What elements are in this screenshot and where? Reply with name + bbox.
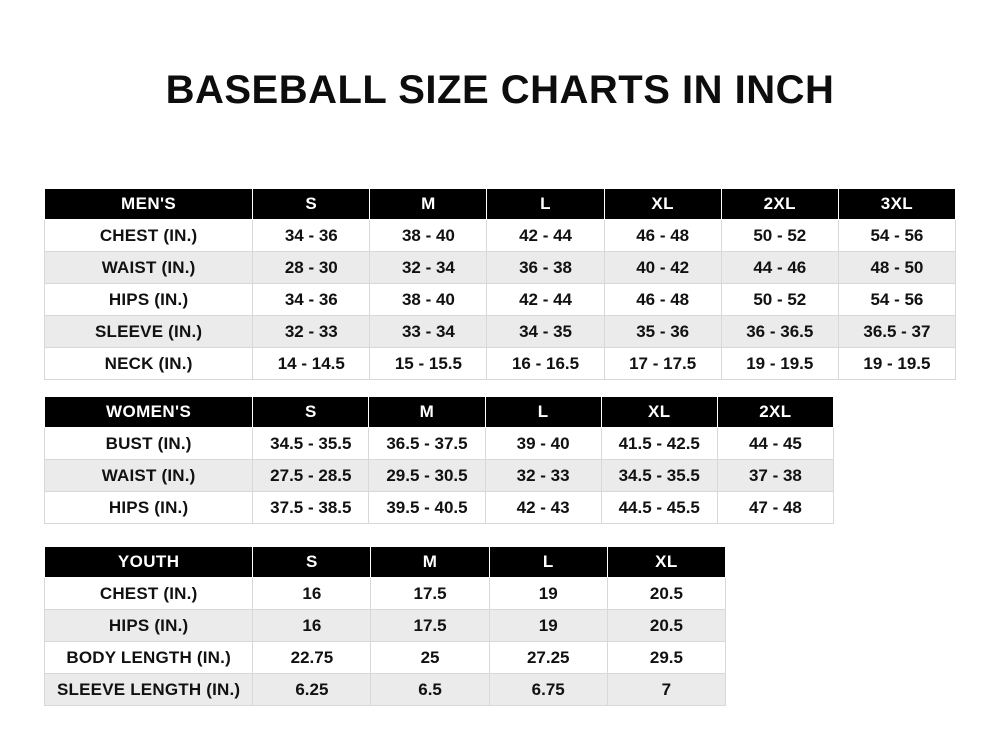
- table-row: [45, 610, 726, 642]
- column-header: WOMEN'S: [45, 397, 253, 428]
- table-cell: 17.5: [371, 610, 489, 642]
- row-label: CHEST (IN.): [45, 220, 253, 252]
- table-cell: 39 - 40: [485, 428, 601, 460]
- row-label: BUST (IN.): [45, 428, 253, 460]
- table-cell: 19: [489, 610, 607, 642]
- table-cell: 17.5: [371, 578, 489, 610]
- table-cell: 34 - 35: [487, 316, 604, 348]
- table-cell: 15 - 15.5: [370, 348, 487, 380]
- table-cell: 19: [489, 578, 607, 610]
- row-label: WAIST (IN.): [45, 460, 253, 492]
- table-cell: 33 - 34: [370, 316, 487, 348]
- table-cell: 25: [371, 642, 489, 674]
- table-header-row: [45, 397, 834, 428]
- table-cell: 32 - 34: [370, 252, 487, 284]
- table-row: [45, 460, 834, 492]
- table-cell: 48 - 50: [838, 252, 955, 284]
- table-cell: 27.5 - 28.5: [253, 460, 369, 492]
- table-cell: 54 - 56: [838, 284, 955, 316]
- table-cell: 42 - 43: [485, 492, 601, 524]
- row-label: HIPS (IN.): [45, 284, 253, 316]
- table-cell: 39.5 - 40.5: [369, 492, 485, 524]
- column-header: YOUTH: [45, 547, 253, 578]
- table-cell: 28 - 30: [253, 252, 370, 284]
- table-cell: 7: [607, 674, 725, 706]
- table-cell: 29.5: [607, 642, 725, 674]
- table-cell: 44 - 46: [721, 252, 838, 284]
- table-row: [45, 642, 726, 674]
- table-cell: 17 - 17.5: [604, 348, 721, 380]
- table-cell: 50 - 52: [721, 220, 838, 252]
- table-cell: 6.5: [371, 674, 489, 706]
- table-cell: 46 - 48: [604, 220, 721, 252]
- table-cell: 42 - 44: [487, 284, 604, 316]
- table-cell: 34.5 - 35.5: [253, 428, 369, 460]
- row-label: HIPS (IN.): [45, 610, 253, 642]
- table-cell: 38 - 40: [370, 284, 487, 316]
- table-header-row: [45, 547, 726, 578]
- table-cell: 34 - 36: [253, 284, 370, 316]
- column-header: XL: [607, 547, 725, 578]
- womens-size-chart: [44, 396, 834, 524]
- table-header-row: [45, 189, 956, 220]
- row-label: CHEST (IN.): [45, 578, 253, 610]
- column-header: MEN'S: [45, 189, 253, 220]
- column-header: S: [253, 547, 371, 578]
- table-cell: 34.5 - 35.5: [601, 460, 717, 492]
- table-cell: 42 - 44: [487, 220, 604, 252]
- table-cell: 35 - 36: [604, 316, 721, 348]
- column-header: 2XL: [717, 397, 833, 428]
- row-label: NECK (IN.): [45, 348, 253, 380]
- table-cell: 32 - 33: [485, 460, 601, 492]
- table-cell: 54 - 56: [838, 220, 955, 252]
- column-header: L: [485, 397, 601, 428]
- table-cell: 44 - 45: [717, 428, 833, 460]
- table-cell: 37.5 - 38.5: [253, 492, 369, 524]
- table-cell: 27.25: [489, 642, 607, 674]
- table-cell: 16: [253, 610, 371, 642]
- column-header: M: [370, 189, 487, 220]
- table-row: [45, 252, 956, 284]
- column-header: M: [369, 397, 485, 428]
- table-cell: 6.25: [253, 674, 371, 706]
- column-header: 3XL: [838, 189, 955, 220]
- table-cell: 16: [253, 578, 371, 610]
- page-title: BASEBALL SIZE CHARTS IN INCH: [165, 68, 835, 112]
- column-header: L: [489, 547, 607, 578]
- table-cell: 40 - 42: [604, 252, 721, 284]
- table-cell: 32 - 33: [253, 316, 370, 348]
- table-cell: 19 - 19.5: [721, 348, 838, 380]
- table-row: [45, 578, 726, 610]
- table-row: [45, 492, 834, 524]
- table-cell: 6.75: [489, 674, 607, 706]
- table-cell: 36.5 - 37.5: [369, 428, 485, 460]
- table-row: [45, 220, 956, 252]
- column-header: 2XL: [721, 189, 838, 220]
- row-label: SLEEVE LENGTH (IN.): [45, 674, 253, 706]
- table-cell: 38 - 40: [370, 220, 487, 252]
- column-header: M: [371, 547, 489, 578]
- table-cell: 41.5 - 42.5: [601, 428, 717, 460]
- table-cell: 36 - 36.5: [721, 316, 838, 348]
- column-header: S: [253, 397, 369, 428]
- column-header: S: [253, 189, 370, 220]
- table-cell: 34 - 36: [253, 220, 370, 252]
- table-cell: 36.5 - 37: [838, 316, 955, 348]
- row-label: SLEEVE (IN.): [45, 316, 253, 348]
- table-cell: 37 - 38: [717, 460, 833, 492]
- table-cell: 19 - 19.5: [838, 348, 955, 380]
- column-header: L: [487, 189, 604, 220]
- table-row: [45, 674, 726, 706]
- row-label: WAIST (IN.): [45, 252, 253, 284]
- table-cell: 14 - 14.5: [253, 348, 370, 380]
- table-row: [45, 284, 956, 316]
- column-header: XL: [604, 189, 721, 220]
- table-cell: 36 - 38: [487, 252, 604, 284]
- mens-size-chart: [44, 188, 956, 380]
- table-cell: 29.5 - 30.5: [369, 460, 485, 492]
- table-cell: 47 - 48: [717, 492, 833, 524]
- row-label: BODY LENGTH (IN.): [45, 642, 253, 674]
- table-cell: 50 - 52: [721, 284, 838, 316]
- table-row: [45, 428, 834, 460]
- column-header: XL: [601, 397, 717, 428]
- table-cell: 16 - 16.5: [487, 348, 604, 380]
- table-row: [45, 316, 956, 348]
- table-cell: 20.5: [607, 578, 725, 610]
- table-cell: 22.75: [253, 642, 371, 674]
- row-label: HIPS (IN.): [45, 492, 253, 524]
- table-cell: 20.5: [607, 610, 725, 642]
- table-cell: 46 - 48: [604, 284, 721, 316]
- table-cell: 44.5 - 45.5: [601, 492, 717, 524]
- youth-size-chart: [44, 546, 726, 706]
- table-row: [45, 348, 956, 380]
